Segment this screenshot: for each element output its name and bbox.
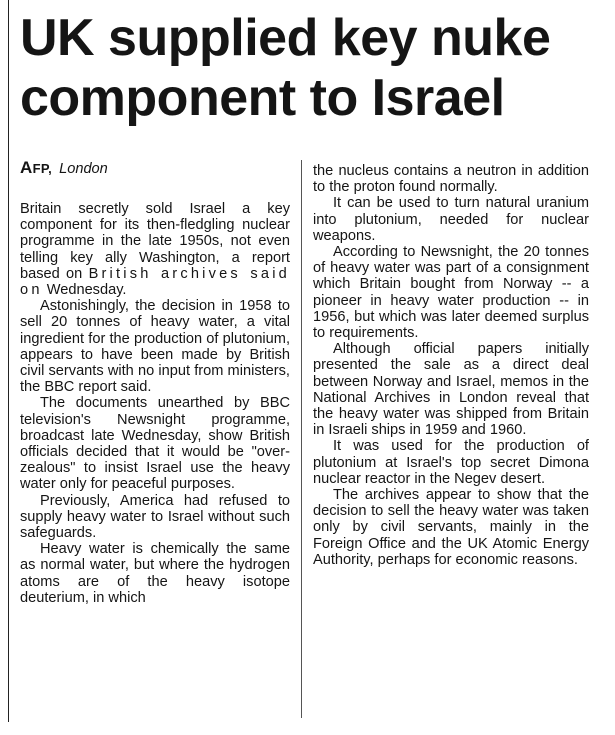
column-divider — [301, 160, 302, 718]
paragraph: It was used for the production of plutonium at Israel's top secret Dimona nuclear reactor in the Negev desert. — [313, 438, 589, 487]
paragraph: Astonishingly, the decision in 1958 to sell 20 tonnes of heavy water, a vital ingredient for the production of plutonium, appears to have been made by British civil servants with no input from ministers, the BBC report said. — [20, 298, 290, 396]
dateline-place: London — [59, 161, 108, 177]
article-column-left — [20, 158, 290, 606]
paragraph: According to Newsnight, the 20 tonnes of heavy water was part of a consignment which Britain bought from Norway -- a pioneer in heavy water production -- in 1956, but which was later deemed surplus to requirements. — [313, 244, 589, 342]
paragraph: It can be used to turn natural uranium into plutonium, needed for nuclear weapons. — [313, 195, 589, 244]
headline — [20, 8, 610, 128]
paragraph: Heavy water is chemically the same as normal water, but where the hydrogen atoms are of the heavy isotope deuterium, in which — [20, 541, 290, 606]
paragraph: the nucleus contains a neutron in addition to the proton found normally. — [313, 163, 589, 196]
headline-line-2: component to Israel — [20, 69, 505, 127]
paragraph: The documents unearthed by BBC television's Newsnight programme, broadcast late Wednesday, show British officials decided that it would be "over-zealous" to insist Israel use the heavy water only for peaceful purposes. — [20, 395, 290, 493]
paragraph: Although official papers initially presented the sale as a direct deal between Norway and Israel, memos in the National Archives in London reveal that the heavy water was shipped from Britain in Israeli ships in 1959 and 1960. — [313, 341, 589, 439]
left-border-rule — [8, 0, 9, 722]
article-column-right — [313, 163, 589, 568]
agency-name: AFP, — [20, 158, 53, 177]
headline-line-1: UK supplied key nuke — [20, 9, 551, 67]
paragraph: Previously, America had refused to supply heavy water to Israel without such safeguards. — [20, 492, 290, 542]
paragraph: Britain secretly sold Israel a key component for its then-fledgling nuclear programme in the late 1950s, not even telling key ally Washington, a report based on British archives said on Wednesday. — [20, 201, 290, 299]
paragraph: The archives appear to show that the decision to sell the heavy water was taken only by civil servants, mainly in the Foreign Office and the UK Atomic Energy Authority, perhaps for economic reasons. — [313, 487, 589, 568]
dateline — [20, 158, 290, 179]
